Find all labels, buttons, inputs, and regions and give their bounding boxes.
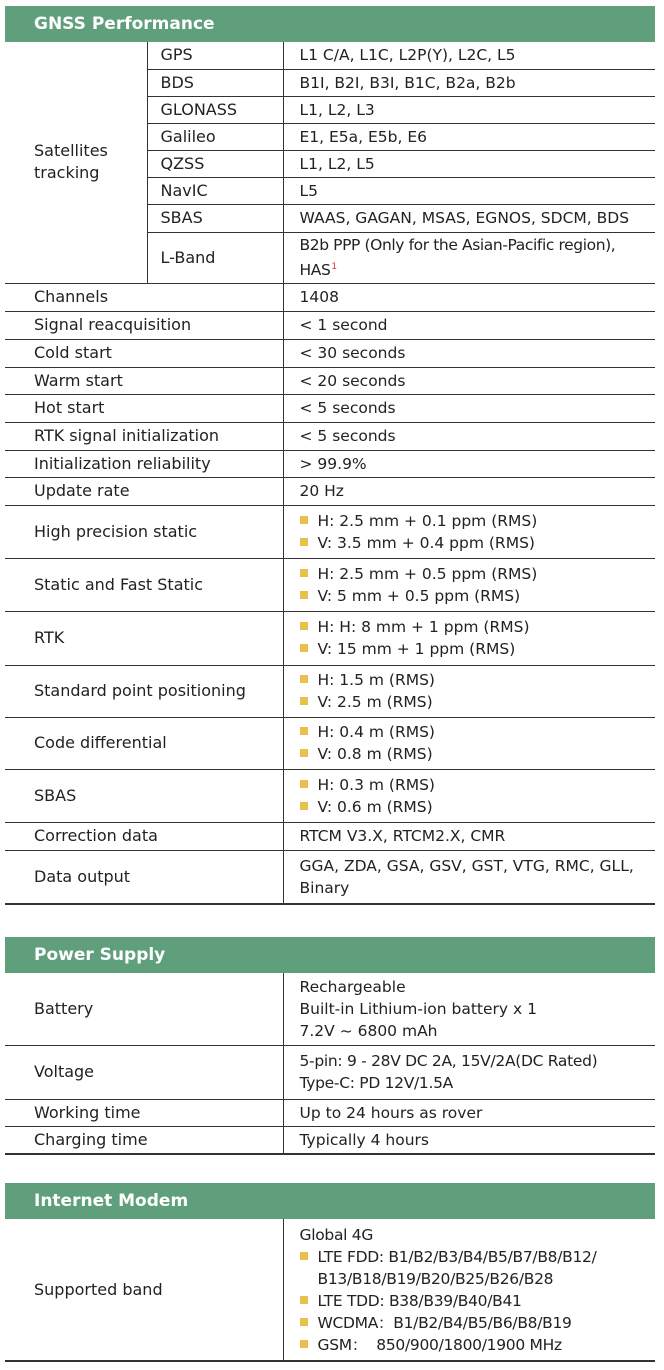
- vertical-accuracy: V: 5 mm + 0.5 ppm (RMS): [317, 586, 521, 605]
- constellation-name: BDS: [147, 69, 283, 96]
- row-value: > 99.9%: [283, 450, 655, 477]
- power-table: [5, 973, 655, 1155]
- bullet-icon: [300, 569, 308, 577]
- constellation-name: NavIC: [147, 177, 283, 204]
- row-label: Signal reacquisition: [5, 311, 283, 339]
- row-label: Warm start: [5, 367, 283, 394]
- row-label: RTK signal initialization: [5, 422, 283, 450]
- horizontal-accuracy: H: 0.4 m (RMS): [317, 723, 435, 741]
- table-row: [5, 367, 655, 394]
- horizontal-accuracy: H: 2.5 mm + 0.1 ppm (RMS): [317, 511, 538, 530]
- section-header: GNSS Performance: [5, 6, 655, 42]
- constellation-signals: L1, L2, L5: [283, 150, 655, 177]
- table-row: [5, 769, 655, 822]
- wcdma-bands: WCDMA：B1/B2/B4/B5/B6/B8/B19: [317, 1313, 572, 1332]
- table-row: [5, 283, 655, 311]
- list-item: [300, 638, 656, 660]
- row-label: Charging time: [5, 1126, 283, 1154]
- battery-values: [283, 973, 655, 1045]
- row-label: Supported band: [5, 1219, 283, 1361]
- voltage-values: [283, 1045, 655, 1099]
- accuracy-values: [283, 769, 655, 822]
- footnote-marker: 1: [331, 262, 337, 272]
- table-row: [5, 394, 655, 422]
- table-row: [5, 822, 655, 850]
- power-section: [5, 937, 655, 1155]
- band-values: [283, 1219, 655, 1361]
- table-row: [5, 973, 655, 1045]
- section-header: Internet Modem: [5, 1183, 655, 1219]
- lband-value: B2b PPP (Only for the Asian-Pacific region), HAS: [299, 236, 616, 279]
- row-value: Up to 24 hours as rover: [283, 1099, 655, 1126]
- bullet-icon: [300, 516, 308, 524]
- list-item: [300, 1290, 656, 1312]
- bullet-icon: [300, 622, 308, 630]
- row-label: Correction data: [5, 822, 283, 850]
- bullet-icon: [300, 1296, 308, 1304]
- horizontal-accuracy: H: 1.5 m (RMS): [317, 671, 435, 689]
- vertical-accuracy: V: 0.8 m (RMS): [317, 745, 433, 763]
- modem-table: [5, 1219, 655, 1362]
- bullet-icon: [300, 538, 308, 546]
- row-label: RTK: [5, 611, 283, 665]
- table-row: [5, 611, 655, 665]
- table-row: [5, 717, 655, 769]
- constellation-name: QZSS: [147, 150, 283, 177]
- row-label: Hot start: [5, 394, 283, 422]
- lte-fdd-bands: LTE FDD: B1/B2/B3/B4/B5/B7/B8/B12/: [317, 1247, 597, 1266]
- constellation-name: GPS: [147, 42, 283, 69]
- vertical-accuracy: V: 2.5 m (RMS): [317, 693, 433, 711]
- table-row: [5, 422, 655, 450]
- constellation-name: Galileo: [147, 123, 283, 150]
- row-value: < 30 seconds: [283, 339, 655, 367]
- row-label: Battery: [5, 973, 283, 1045]
- constellation-signals: B1I, B2I, B3I, B1C, B2a, B2b: [283, 69, 655, 96]
- constellation-name: SBAS: [147, 204, 283, 232]
- list-item: [300, 774, 656, 796]
- bullet-icon: [300, 1318, 308, 1326]
- row-value: GGA, ZDA, GSA, GSV, GST, VTG, RMC, GLL, Binary: [283, 850, 655, 904]
- bullet-icon: [300, 802, 308, 810]
- list-item: [300, 796, 656, 818]
- bullet-icon: [300, 749, 308, 757]
- row-label: Update rate: [5, 477, 283, 505]
- row-label: Working time: [5, 1099, 283, 1126]
- table-row: [5, 505, 655, 558]
- bullet-icon: [300, 780, 308, 788]
- vertical-accuracy: V: 15 mm + 1 ppm (RMS): [317, 640, 516, 658]
- modem-section: [5, 1183, 655, 1362]
- row-label: Static and Fast Static: [5, 558, 283, 611]
- row-label: Initialization reliability: [5, 450, 283, 477]
- gsm-bands: GSM： 850/900/1800/1900 MHz: [317, 1335, 562, 1354]
- row-label: Standard point positioning: [5, 665, 283, 717]
- constellation-signals: WAAS, GAGAN, MSAS, EGNOS, SDCM, BDS: [283, 204, 655, 232]
- bullet-icon: [300, 1252, 308, 1260]
- bullet-icon: [300, 1340, 308, 1348]
- accuracy-values: [283, 665, 655, 717]
- gnss-section: [5, 6, 655, 905]
- bullet-icon: [300, 644, 308, 652]
- table-row: [5, 1219, 655, 1361]
- bullet-icon: [300, 727, 308, 735]
- list-item: [300, 616, 656, 638]
- table-row: [5, 1126, 655, 1154]
- table-row: [5, 311, 655, 339]
- row-label: Voltage: [5, 1045, 283, 1099]
- row-value: RTCM V3.X, RTCM2.X, CMR: [283, 822, 655, 850]
- bullet-icon: [300, 697, 308, 705]
- constellation-signals: L1, L2, L3: [283, 96, 655, 123]
- list-item: [300, 721, 656, 743]
- table-row: [5, 1045, 655, 1099]
- battery-line: Rechargeable: [299, 977, 406, 996]
- table-row: [5, 42, 655, 69]
- list-item: [300, 585, 656, 607]
- row-value: 20 Hz: [283, 477, 655, 505]
- list-item: [300, 532, 656, 554]
- row-value: < 20 seconds: [283, 367, 655, 394]
- battery-line: 7.2V ~ 6800 mAh: [299, 1021, 438, 1040]
- table-row: [5, 1099, 655, 1126]
- horizontal-accuracy: H: H: 8 mm + 1 ppm (RMS): [317, 618, 530, 636]
- row-label: High precision static: [5, 505, 283, 558]
- table-row: [5, 850, 655, 904]
- section-header: Power Supply: [5, 937, 655, 973]
- constellation-signals: E1, E5a, E5b, E6: [283, 123, 655, 150]
- list-item: [300, 743, 656, 765]
- list-item: [300, 563, 656, 585]
- table-row: [5, 477, 655, 505]
- row-value: < 1 second: [283, 311, 655, 339]
- table-row: [5, 665, 655, 717]
- constellation-signals: [283, 232, 655, 283]
- lte-tdd-bands: LTE TDD: B38/B39/B40/B41: [317, 1291, 522, 1310]
- list-item: [300, 669, 656, 691]
- lte-fdd-bands-cont: B13/B18/B19/B20/B25/B26/B28: [317, 1269, 554, 1288]
- gnss-table: [5, 42, 655, 905]
- constellation-signals: L5: [283, 177, 655, 204]
- bullet-icon: [300, 591, 308, 599]
- bullet-icon: [300, 675, 308, 683]
- row-value: Typically 4 hours: [283, 1126, 655, 1154]
- row-label: Cold start: [5, 339, 283, 367]
- horizontal-accuracy: H: 0.3 m (RMS): [317, 775, 435, 794]
- accuracy-values: [283, 611, 655, 665]
- row-label: Channels: [5, 283, 283, 311]
- constellation-name: GLONASS: [147, 96, 283, 123]
- vertical-accuracy: V: 0.6 m (RMS): [317, 797, 433, 816]
- table-row: [5, 558, 655, 611]
- row-value: < 5 seconds: [283, 422, 655, 450]
- list-item: [300, 1246, 656, 1268]
- table-row: [5, 450, 655, 477]
- list-item: [300, 1312, 656, 1334]
- accuracy-values: [283, 717, 655, 769]
- accuracy-values: [283, 505, 655, 558]
- row-value: 1408: [283, 283, 655, 311]
- row-label: Data output: [5, 850, 283, 904]
- accuracy-values: [283, 558, 655, 611]
- voltage-line: 5-pin: 9 - 28V DC 2A, 15V/2A(DC Rated): [299, 1052, 598, 1070]
- horizontal-accuracy: H: 2.5 mm + 0.5 ppm (RMS): [317, 564, 538, 583]
- row-label: Code differential: [5, 717, 283, 769]
- table-row: [5, 339, 655, 367]
- constellation-name: L-Band: [147, 232, 283, 283]
- battery-line: Built-in Lithium-ion battery x 1: [299, 999, 537, 1018]
- list-item: [300, 1334, 656, 1356]
- vertical-accuracy: V: 3.5 mm + 0.4 ppm (RMS): [317, 533, 535, 552]
- band-intro: Global 4G: [299, 1225, 374, 1244]
- row-value: < 5 seconds: [283, 394, 655, 422]
- voltage-line: Type-C: PD 12V/1.5A: [299, 1074, 453, 1092]
- list-item: [300, 510, 656, 532]
- row-label: Satellites tracking: [5, 42, 147, 283]
- list-item: [300, 691, 656, 713]
- row-label: SBAS: [5, 769, 283, 822]
- constellation-signals: L1 C/A, L1C, L2P(Y), L2C, L5: [283, 42, 655, 69]
